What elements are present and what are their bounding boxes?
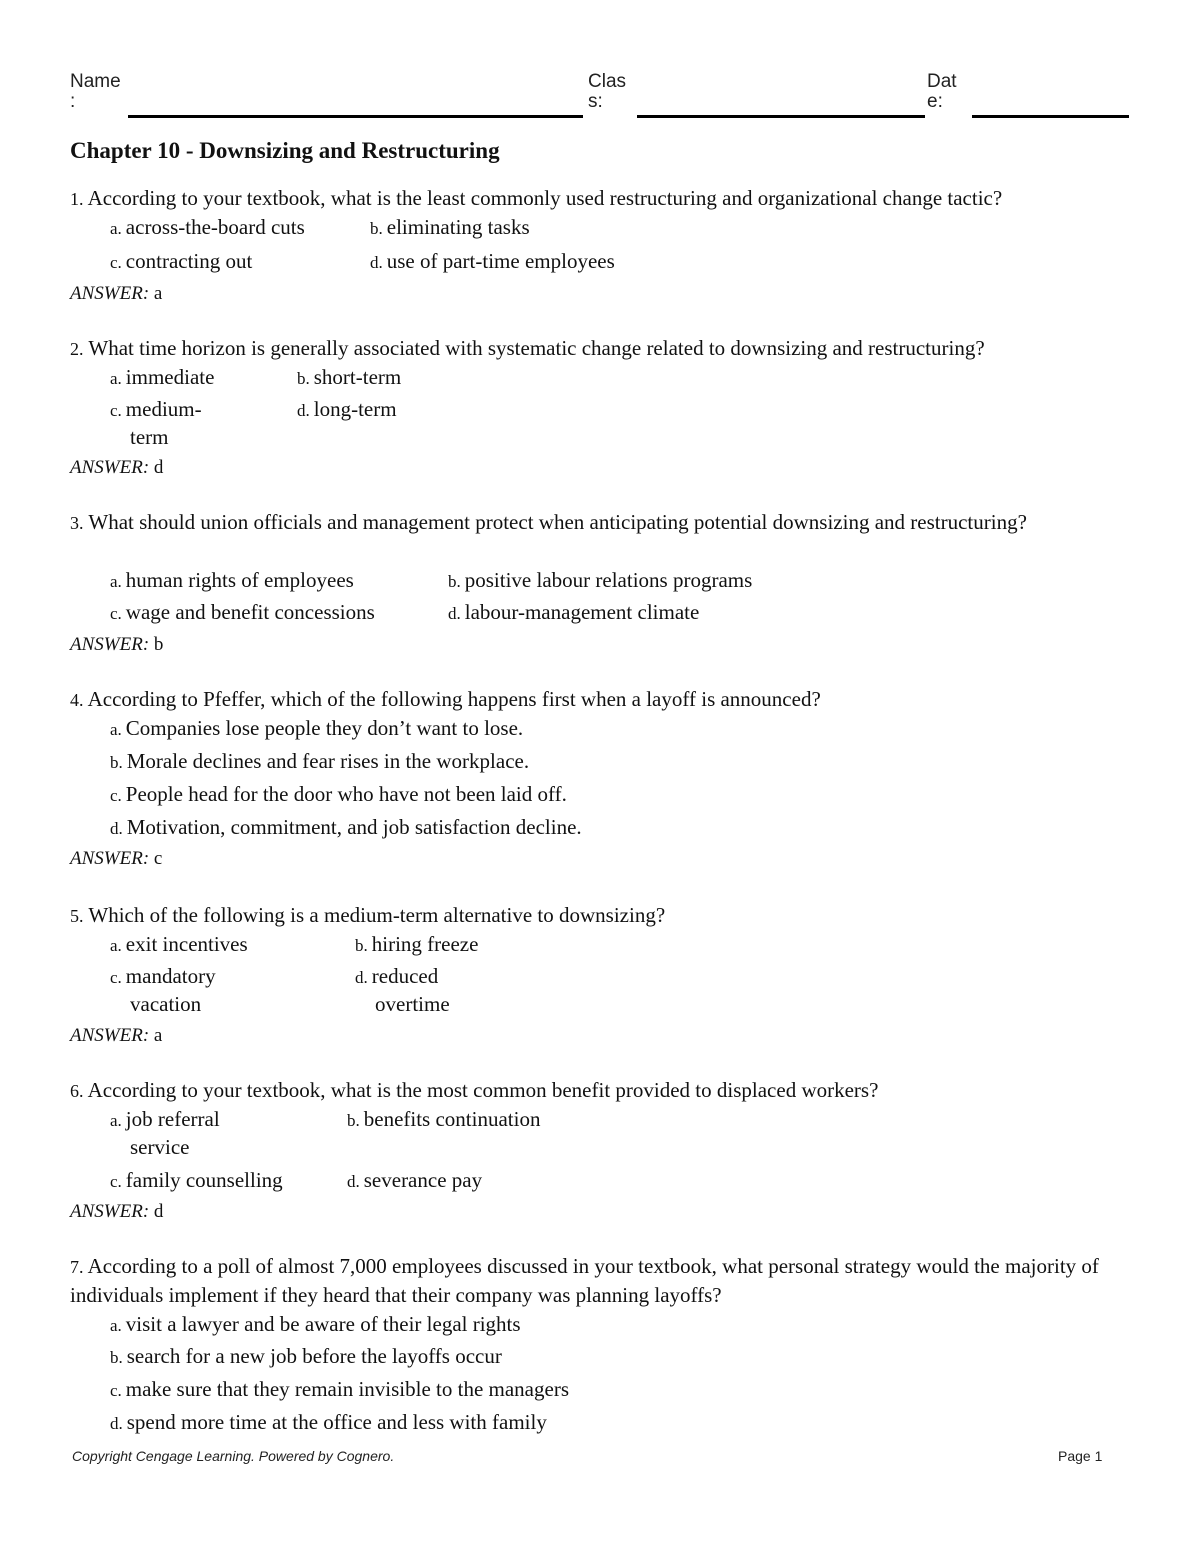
chapter-title: Chapter 10 - Downsizing and Restructuring [70,138,500,163]
option-b[interactable]: b. Morale declines and fear rises in the workplace. [110,749,530,773]
answer-3: ANSWER: b [70,634,164,655]
option-d[interactable]: d. long-term [297,397,397,421]
question-7: 7. According to a poll of almost 7,000 employees discussed in your textbook, what personal strategy would the majority of individuals implement if they heard that their company was planning layoffs? [70,1254,1099,1307]
answer-4: ANSWER: c [70,848,163,869]
option-b[interactable]: b. hiring freeze [355,932,479,956]
name-field-line[interactable] [128,115,583,118]
option-d[interactable]: d. severance pay [347,1168,483,1192]
option-c[interactable]: c. medium- term [110,397,202,449]
option-d[interactable]: d. reduced overtime [355,964,450,1016]
option-c[interactable]: c. make sure that they remain invisible to the managers [110,1377,569,1401]
option-a[interactable]: a. human rights of employees [110,568,354,592]
option-c[interactable]: c. family counselling [110,1168,283,1192]
worksheet-page: Name : Clas s: Dat e: Chapter 10 - Downsizing and Restructuring 1. According to your textbook, what is the least commonly used restructuring and organizational change tactic? a. across-the-board cuts b. eliminating tasks c. contracting out d. use of part-time employees ANSWER: a 2. What time horizon is generally associated with systematic change related to downsizing and restructuring? a. immediate b. short-term c. medium- term d. long-term ANSWER: d 3. What should union officials and management protect when anticipating potential downsizing and restructuring? a. human rights of employees b. positive labour relations programs c. wage and benefit concessions d. labour-management climate ANSWER: b 4. According to Pfeffer, which of the following happens first when a layoff is announced? a. Companies lose people they don’t want to lose. b. Morale declines and fear rises in the workplace. c. People head for the door who have not been laid off. d. Motivation, commitment, and job satisfaction decline. ANSWER: c 5. Which of the following is a medium-term alternative to downsizing? a. exit incentives b. hiring freeze c. mandatory vacation d. reduced overtime ANSWER: a 6. According to your textbook, what is the most common benefit provided to displaced workers? a. job referral service b. benefits continuation c. family counselling d. severance pay ANSWER: d 7. According to a poll of almost 7,000 employees discussed in your textbook, what personal strategy would the majority of individuals implement if they heard that their company was planning layoffs? a. visit a lawyer and be aware of their legal rights b. search for a new job before the layoffs occur c. make sure that they remain invisible to the managers d. spend more time at the office and less with family Copyright Cengage Learning. Powered by Cognero. Page 1 [0,0,1200,1553]
question-text: What should union officials and management protect when anticipating potential downsizing and restructuring? [88,510,1027,534]
question-text: According to a poll of almost 7,000 employees discussed in your textbook, what personal strategy would the majority of individuals implement if they heard that their company was planning layoffs? [70,1254,1099,1307]
copyright-notice: Copyright Cengage Learning. Powered by Cognero. [72,1448,395,1464]
date-field-line[interactable] [972,115,1129,118]
option-c[interactable]: c. wage and benefit concessions [110,600,375,624]
question-text: According to your textbook, what is the least commonly used restructuring and organizational change tactic? [87,186,1003,210]
option-a[interactable]: a. Companies lose people they don’t want to lose. [110,716,524,740]
answer-6: ANSWER: d [70,1201,164,1222]
option-c[interactable]: c. mandatory vacation [110,964,216,1016]
answer-2: ANSWER: d [70,457,164,478]
option-d[interactable]: d. spend more time at the office and less with family [110,1410,547,1434]
question-4: 4. According to Pfeffer, which of the following happens first when a layoff is announced? [70,687,821,711]
question-text: Which of the following is a medium-term alternative to downsizing? [88,903,666,927]
question-5: 5. Which of the following is a medium-term alternative to downsizing? [70,903,666,927]
question-text: According to Pfeffer, which of the following happens first when a layoff is announced? [87,687,821,711]
option-c[interactable]: c. contracting out [110,249,253,273]
class-field-line[interactable] [637,115,925,118]
option-a[interactable]: a. across-the-board cuts [110,215,305,239]
answer-1: ANSWER: a [70,283,163,304]
question-1: 1. According to your textbook, what is the least commonly used restructuring and organizational change tactic? [70,186,1003,210]
option-b[interactable]: b. benefits continuation [347,1107,541,1131]
option-d[interactable]: d. Motivation, commitment, and job satisfaction decline. [110,815,582,839]
option-a[interactable]: a. visit a lawyer and be aware of their legal rights [110,1312,521,1336]
option-b[interactable]: b. short-term [297,365,402,389]
option-b[interactable]: b. search for a new job before the layoffs occur [110,1344,502,1368]
option-c[interactable]: c. People head for the door who have not been laid off. [110,782,567,806]
option-a[interactable]: a. immediate [110,365,215,389]
option-a[interactable]: a. job referral service [110,1107,220,1159]
question-2: 2. What time horizon is generally associated with systematic change related to downsizing and restructuring? [70,336,985,360]
question-3: 3. What should union officials and management protect when anticipating potential downsizing and restructuring? [70,510,1027,534]
answer-5: ANSWER: a [70,1025,163,1046]
option-d[interactable]: d. use of part-time employees [370,249,615,273]
question-6: 6. According to your textbook, what is the most common benefit provided to displaced workers? [70,1078,879,1102]
page-number: Page 1 [1058,1448,1103,1464]
option-a[interactable]: a. exit incentives [110,932,248,956]
option-b[interactable]: b. positive labour relations programs [448,568,753,592]
question-text: What time horizon is generally associated with systematic change related to downsizing and restructuring? [88,336,985,360]
option-d[interactable]: d. labour-management climate [448,600,700,624]
option-b[interactable]: b. eliminating tasks [370,215,530,239]
question-text: According to your textbook, what is the most common benefit provided to displaced workers? [87,1078,879,1102]
